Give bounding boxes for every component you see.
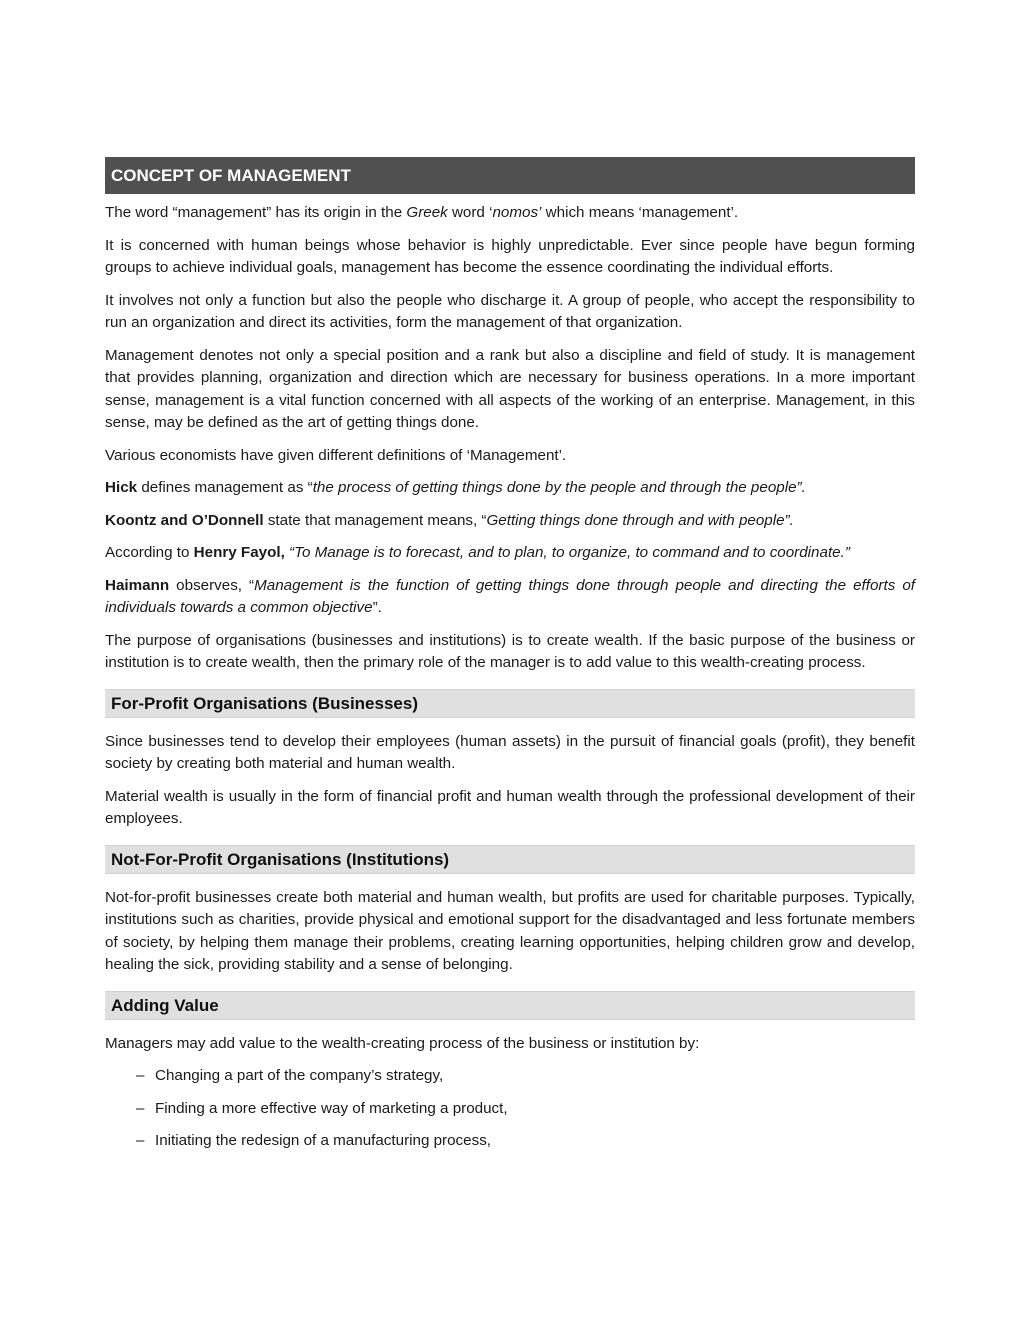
subheading-adding-value: Adding Value — [105, 991, 915, 1020]
text-run: ”. — [372, 599, 382, 616]
list-item-text: Finding a more effective way of marketing a product, — [155, 1099, 508, 1117]
dash-bullet: – — [136, 1132, 145, 1149]
dash-bullet: – — [136, 1099, 145, 1117]
document-page — [105, 157, 915, 1163]
author-name: Koontz and O’Donnell — [105, 511, 264, 529]
text-run: word ‘ — [447, 204, 493, 221]
paragraph-not-for-profit: Not-for-profit businesses create both material and human wealth, but profits are used for charitable purposes. Typically, institutions such as charities, provide physical and emotional support for the disadvantaged and less fortunate members of society, by helping them manage their problems, creating learning opportunities, helping children grow and develop, healing the sick, providing stability and a sense of belonging. — [105, 888, 915, 973]
definition-haimann — [105, 575, 915, 620]
definition-quote: the process of getting things done by the people and through the people”. — [312, 479, 806, 496]
list-item — [136, 1065, 915, 1088]
paragraph-for-profit-2: Material wealth is usually in the form of financial profit and human wealth through the professional development of their employees. — [105, 787, 915, 827]
definition-quote: Management is the function of getting things done through people and directing the efforts of individuals towards a common objective — [105, 576, 916, 616]
definition-quote: Getting things done through and with people”. — [486, 511, 794, 529]
author-name: Hick — [105, 479, 138, 496]
text-run: observes, “ — [169, 576, 255, 594]
list-item — [136, 1130, 915, 1153]
paragraph-discipline: Management denotes not only a special position and a rank but also a discipline and field of study. It is management that provides planning, organization and direction which are necessary for business operations. In a more important sense, management is a vital function concerned with all aspects of the working of an enterprise. Management, in this sense, may be defined as the art of getting things done. — [105, 346, 915, 431]
list-item-text: Changing a part of the company’s strategy, — [155, 1067, 444, 1084]
paragraph-economists: Various economists have given different definitions of ‘Management’. — [105, 446, 567, 464]
paragraph-function-people: It involves not only a function but also the people who discharge it. A group of people, who accept the responsibility to run an organization and direct its activities, form the management of that organization. — [105, 291, 915, 331]
paragraph-origin — [105, 202, 915, 225]
author-name: Henry Fayol, — [193, 544, 285, 561]
adding-value-list — [105, 1065, 915, 1153]
paragraph-human-beings: It is concerned with human beings whose behavior is highly unpredictable. Ever since people have begun forming groups to achieve individual goals, management has become the essence coordinating the individual efforts. — [105, 236, 915, 276]
list-item-text: Initiating the redesign of a manufacturing process, — [155, 1132, 492, 1149]
text-run-italic: Greek — [406, 204, 448, 221]
paragraph-purpose: The purpose of organisations (businesses and institutions) is to create wealth. If the basic purpose of the business or institution is to create wealth, then the primary role of the manager is to add value to this wealth-creating process. — [105, 631, 915, 671]
definition-quote: “To Manage is to forecast, and to plan, to organize, to command and to coordinate.” — [284, 544, 850, 561]
definition-hick — [105, 477, 915, 500]
text-run: defines management as “ — [137, 479, 313, 496]
text-run: state that management means, “ — [263, 511, 487, 529]
section-heading-concept-of-management: CONCEPT OF MANAGEMENT — [105, 157, 915, 194]
dash-bullet: – — [136, 1067, 145, 1084]
definition-fayol — [105, 542, 915, 565]
paragraph-for-profit-1: Since businesses tend to develop their employees (human assets) in the pursuit of financial goals (profit), they benefit society by creating both material and human wealth. — [105, 732, 915, 772]
definition-koontz — [105, 510, 915, 533]
subheading-for-profit: For-Profit Organisations (Businesses) — [105, 689, 915, 718]
paragraph-adding-value-intro: Managers may add value to the wealth-creating process of the business or institution by: — [105, 1034, 700, 1052]
text-run-italic: nomos’ — [492, 204, 542, 221]
author-name: Haimann — [105, 576, 170, 594]
subheading-not-for-profit: Not-For-Profit Organisations (Institutions) — [105, 845, 915, 874]
list-item — [136, 1098, 915, 1121]
text-run: which means ‘management’. — [541, 204, 739, 221]
text-run: According to — [105, 544, 194, 561]
text-run: The word “management” has its origin in the — [105, 204, 407, 221]
